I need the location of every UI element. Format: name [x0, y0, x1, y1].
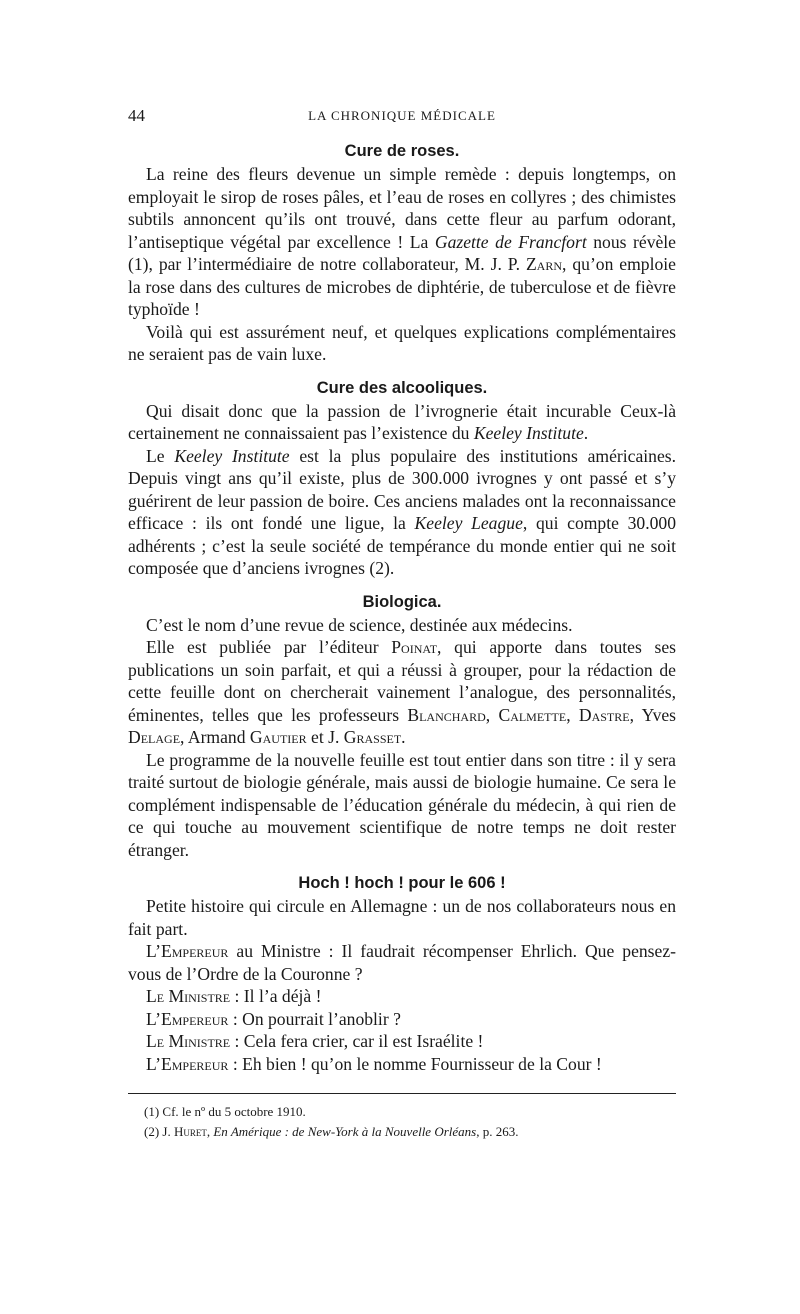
text-run: : Eh bien ! qu’on le nomme Fournisseur de la Cour ! [228, 1053, 602, 1074]
small-caps-name: Poinat [391, 637, 438, 657]
paragraph [128, 1008, 676, 1031]
small-caps-name: Le Ministre [146, 986, 231, 1006]
italic-text: Gazette de Francfort [434, 231, 587, 252]
section-title: Biologica. [362, 592, 442, 611]
small-caps-name: Calmette [498, 704, 567, 725]
text-run: (2) J. [144, 1124, 174, 1139]
text-run: , [566, 704, 579, 725]
text-run: , qui compte 30.000 adhérents ; c’est la seule société de tempérance du monde entier qui ne soit composée que d’anciens ivrognes (2). [128, 513, 676, 578]
text-run: . [401, 727, 406, 747]
small-caps-name: Le Ministre [146, 1031, 231, 1051]
small-caps-name: Blanchard [407, 704, 486, 725]
section [128, 377, 676, 580]
paragraph [128, 321, 676, 366]
small-caps-name: Zarn [525, 254, 563, 274]
text-run: . [583, 423, 589, 443]
italic-text: En Amérique : de New-York à la Nouvelle Orléans [213, 1124, 477, 1139]
section [128, 140, 676, 366]
paragraph [128, 445, 676, 580]
text-run: Le programme de la nouvelle feuille est tout entier dans son titre : il y sera traité surtout de biologie générale, mais aussi de biologie humaine. Ce sera le complément indispensable de l’éducation générale du médecin, à qui rien de ce qui touche au mouvement scientifique de notre temps ne doit rester étranger. [128, 749, 676, 860]
footnotes [128, 1093, 676, 1142]
small-caps-name: L’Empereur [146, 1008, 229, 1029]
text-run: , [485, 704, 499, 725]
small-caps-name: Gautier [249, 727, 307, 747]
text-run: La reine des fleurs devenue un simple remède : depuis longtemps, on employait le sirop de roses pâles, et l’eau de roses en collyres ; des chimistes subtils annoncent qu’ils ont trouvé, dans cette fleur au parfum odorant, l’antiseptique végétal par excellence ! La [128, 164, 676, 252]
paragraph [128, 1053, 676, 1076]
text-run: , [206, 1124, 214, 1139]
text-run: et J. [306, 727, 344, 747]
paragraph [128, 400, 676, 445]
text-run: , Armand [180, 727, 250, 747]
text-run: : Cela fera crier, car il est Israélite ! [230, 1031, 484, 1051]
small-caps-name: L’Empereur [146, 1053, 229, 1074]
section [128, 591, 676, 862]
section-title: Hoch ! hoch ! pour le 606 ! [298, 874, 506, 892]
small-caps-name: Huret [173, 1124, 207, 1139]
running-head [128, 106, 676, 132]
text-run: , qu’on emploie la rose dans des cultures de microbes de diphtérie, de tuberculose et de fièvre typhoïde ! [128, 254, 676, 319]
text-run: , Yves [629, 704, 677, 725]
paragraph [128, 636, 676, 749]
text-run: Elle est publiée par l’éditeur [146, 637, 392, 657]
page [128, 106, 676, 1142]
text-run: Le [146, 445, 175, 466]
text-run: Voilà qui est assurément neuf, et quelques explications complémentaires ne seraient pas de vain luxe. [128, 321, 676, 364]
text-run: est la plus populaire des institutions américaines. Depuis vingt ans qu’il existe, plus de 300.000 ivrognes y ont passé et s’y guérirent de leur passion de boire. Ces anciens malades ont la reconnaissance efficace : ils ont fondé une ligue, la [128, 445, 676, 533]
text-run: , p. 263. [476, 1124, 519, 1139]
small-caps-name: Grasset [343, 727, 402, 747]
text-run: Qui disait donc que la passion de l’ivrognerie était incurable Ceux-là certainement ne connaissaient pas l’existence du [128, 400, 676, 443]
paragraph [128, 1030, 676, 1053]
text-run: , qui apporte dans toutes ses publications un soin parfait, et qui a réussi à grouper, pour la rédaction de cette feuille dont on chercherait vainement l’analogue, des personnalités, éminentes, telles que les professeurs [128, 637, 676, 725]
italic-text: Keeley Institute [174, 445, 290, 466]
paragraph [128, 895, 676, 940]
text-run: nous révèle (1), par l’intermédiaire de notre collaborateur, M. J. P. [128, 231, 676, 274]
text-run: : On pourrait l’anoblir ? [228, 1008, 401, 1029]
section [128, 872, 676, 1075]
text-run: C’est le nom d’une revue de science, destinée aux médecins. [146, 614, 573, 635]
footnote [144, 1122, 676, 1142]
text-run: Petite histoire qui circule en Allemagne : un de nos collaborateurs nous en fait part. [128, 896, 676, 939]
text-run: au Ministre : Il faudrait récompenser Ehrlich. Que pensez-vous de l’Ordre de la Couronne ? [128, 941, 676, 984]
paragraph [128, 749, 676, 862]
section-title: Cure des alcooliques. [316, 378, 488, 397]
italic-text: Keeley Institute [473, 423, 584, 443]
article-body [128, 140, 676, 1075]
paragraph [128, 985, 676, 1008]
text-run: : Il l’a déjà ! [230, 986, 322, 1006]
small-caps-name: Dastre [578, 704, 630, 725]
italic-text: Keeley League [414, 513, 523, 533]
section-title: Cure de roses. [344, 142, 460, 160]
small-caps-name: L’Empereur [146, 941, 229, 961]
paragraph [128, 163, 676, 321]
paragraph [128, 614, 676, 637]
text-run: (1) Cf. le nº du 5 octobre 1910. [144, 1104, 306, 1119]
journal-title: LA CHRONIQUE MÉDICALE [308, 108, 496, 123]
paragraph [128, 940, 676, 985]
small-caps-name: Delage [128, 727, 181, 747]
page-number: 44 [128, 106, 145, 125]
footnote [144, 1102, 676, 1122]
